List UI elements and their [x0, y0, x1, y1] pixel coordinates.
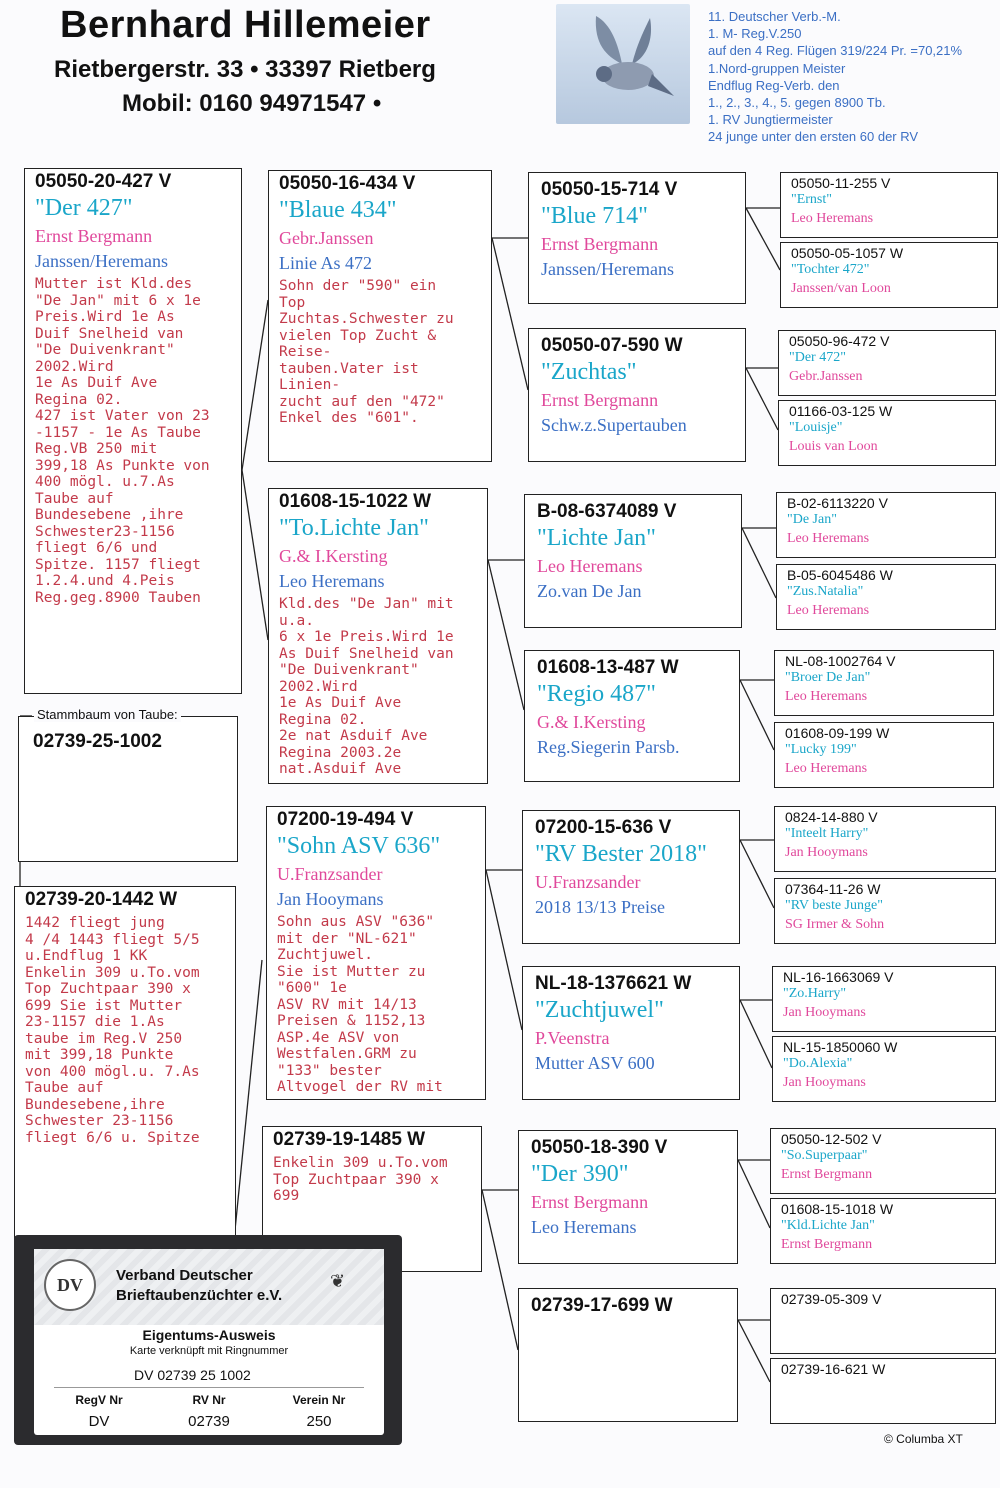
breeder: G.& I.Kersting: [279, 546, 388, 566]
pigeon-name: "Zuchtas": [541, 359, 637, 385]
ring-number: 05050-15-714 V: [541, 179, 678, 200]
card-face: [34, 1249, 384, 1435]
pigeon-name: "De Jan": [787, 512, 837, 527]
pedigree-note: 1442 fliegt jung 4 /4 1443 fliegt 5/5 u.Endflug 1 KK Enkelin 309 u.To.vom Top Zuchtpaar 390 x 699 Sie ist Mutter 23-1157 die 1.As taube im Reg.V 250 mit 399,18 Punkte von 400 mögl.u. 7.As Taube auf Bundesebene,ihre Schwester 23-1156 fliegt 6/6 u. Spitze: [25, 915, 200, 1146]
breeder: Ernst Bergmann: [781, 1167, 873, 1182]
pigeon-name: "Blaue 434": [279, 197, 397, 223]
gen4-box: [778, 330, 996, 396]
bloodline: Jan Hooymans: [277, 889, 384, 909]
breeder: SG Irmer & Sohn: [785, 917, 885, 932]
gen3-box: [518, 1288, 738, 1422]
ring-number: 05050-18-390 V: [531, 1137, 668, 1158]
breeder: Ernst Bergmann: [781, 1237, 873, 1252]
ring-number: NL-18-1376621 W: [535, 973, 692, 994]
gen4-box: [770, 1288, 996, 1354]
ring-number: 07200-15-636 V: [535, 817, 672, 838]
bloodline: Leo Heremans: [279, 571, 385, 591]
gen4-box: [770, 1128, 996, 1194]
card-val-rv: 02739: [188, 1413, 230, 1430]
breeder: U.Franzsander: [535, 872, 641, 892]
achievement: auf den 4 Reg. Flügen 319/224 Pr. =70,21%: [708, 43, 963, 59]
ring-number: NL-08-1002764 V: [785, 653, 896, 669]
ring-number: 02739-20-1442 W: [25, 889, 178, 910]
ring-number: 02739-05-309 V: [781, 1291, 882, 1307]
verband-logo: DV: [44, 1259, 96, 1311]
gen3-box: [524, 650, 740, 782]
pigeon-name: "To.Lichte Jan": [279, 515, 429, 541]
pigeon-name: "Der 472": [789, 350, 846, 365]
achievement: Endflug Reg-Verb. den: [708, 77, 840, 93]
breeder: U.Franzsander: [277, 864, 383, 884]
gen3-box: [528, 172, 746, 304]
gen4-box: [772, 1036, 996, 1102]
pigeon-icon: [556, 4, 690, 124]
bloodline: Janssen/Heremans: [541, 259, 674, 279]
pedigree-note: Enkelin 309 u.To.vom Top Zuchtpaar 390 x 699: [273, 1155, 448, 1204]
gen4-box: [776, 564, 996, 630]
gen4-box: [774, 722, 994, 788]
card-title-line1: Verband Deutscher: [116, 1267, 253, 1284]
breeder: Leo Heremans: [787, 603, 870, 618]
bloodline: Reg.Siegerin Parsb.: [537, 737, 680, 757]
gen4-box: [774, 650, 994, 716]
bloodline: Schw.z.Supertauben: [541, 415, 687, 435]
ownership-card: [14, 1235, 402, 1445]
gen4-box: [780, 242, 998, 308]
breeder: Leo Heremans: [787, 531, 870, 546]
breeder: Jan Hooymans: [783, 1075, 866, 1090]
bloodline: Janssen/Heremans: [35, 251, 168, 271]
copyright: © Columba XT: [884, 1432, 963, 1446]
breeder: Leo Heremans: [785, 761, 868, 776]
sire-box: [24, 168, 242, 694]
subject-box: [18, 716, 238, 862]
gen4-box: [778, 400, 996, 466]
gen3-box: [522, 966, 740, 1100]
breeder: Ernst Bergmann: [541, 390, 659, 410]
pigeon-name: "Tochter 472": [791, 262, 870, 277]
pedigree-note: Kld.des "De Jan" mit u.a. 6 x 1e Preis.Wird 1e As Duif Snelheid van "De Duivenkrant" 2002.Wird 1e As Duif Ave Regina 02. 2e nat Asduif Ave Regina 2003.2e nat.Asduif Ave: [279, 596, 454, 777]
ring-number: B-02-6113220 V: [787, 495, 888, 511]
subject-ring: 02739-25-1002: [33, 731, 162, 752]
pigeon-name: "Blue 714": [541, 203, 648, 229]
card-col-regv: RegV Nr: [75, 1393, 123, 1407]
breeder: Louis van Loon: [789, 439, 878, 454]
gen4-box: [780, 172, 998, 238]
breeder: Leo Heremans: [791, 211, 874, 226]
pigeon-name: "RV Bester 2018": [535, 841, 707, 867]
ring-number: 02739-16-621 W: [781, 1361, 886, 1377]
gen4-box: [770, 1198, 996, 1264]
breeder: Jan Hooymans: [785, 845, 868, 860]
gen4-box: [772, 966, 996, 1032]
gen4-box: [774, 878, 996, 944]
pigeon-name: "Lucky 199": [785, 742, 857, 757]
ring-number: 01608-15-1022 W: [279, 491, 432, 512]
pigeon-name: "So.Superpaar": [781, 1148, 868, 1163]
pedigree-note: Mutter ist Kld.des "De Jan" mit 6 x 1e Preis.Wird 1e As Duif Snelheid van "De Duivenkrant" 2002.Wird 1e As Duif Ave Regina 02. 427 ist Vater von 23 -1157 - 1e As Taube Reg.VB 250 mit 399,18 As Punkte von 400 mögl. u.7.As Taube auf Bundesebene ,ihre Schwester23-1156 fliegt 6/6 und Spitze. 1157 fliegt 1.2.4.und 4.Peis Reg.geg.8900 Tauben: [35, 276, 210, 606]
ring-number: 05050-05-1057 W: [791, 245, 904, 261]
ring-number: 0824-14-880 V: [785, 809, 878, 825]
achievement: 1. RV Jungtiermeister: [708, 112, 833, 128]
ring-number: 05050-16-434 V: [279, 173, 416, 194]
breeder: Ernst Bergmann: [35, 226, 153, 246]
pedigree-note: Sohn aus ASV "636" mit der "NL-621" Zuchtjuwel. Sie ist Mutter zu "600" 1e ASV RV mit 14/13 Preisen & 1152,13 ASP.4e ASV von Westfalen.GRM zu "133" bester Altvogel der RV mit: [277, 914, 443, 1095]
gen2-box: [266, 806, 486, 1100]
gen4-box: [770, 1358, 996, 1424]
bloodline: Leo Heremans: [531, 1217, 637, 1237]
ring-number: B-08-6374089 V: [537, 501, 677, 522]
ring-number: 05050-07-590 W: [541, 335, 683, 356]
gen2-box: [268, 170, 492, 462]
card-col-rv: RV Nr: [192, 1393, 226, 1407]
bloodline: Linie As 472: [279, 253, 372, 273]
breeder: Leo Heremans: [785, 689, 868, 704]
achievement: 24 junge unter den ersten 60 der RV: [708, 129, 919, 145]
card-col-verein: Verein Nr: [292, 1393, 346, 1407]
pigeon-name: "Do.Alexia": [783, 1056, 853, 1071]
card-karte: Karte verknüpft mit Ringnummer: [129, 1345, 289, 1357]
bloodline: Mutter ASV 600: [535, 1053, 655, 1073]
bird-icon: ❦: [330, 1271, 346, 1291]
card-divider: [54, 1387, 364, 1388]
breeder-name: Bernhard Hillemeier: [60, 4, 431, 46]
gen3-box: [522, 810, 740, 944]
pigeon-name: "Lichte Jan": [537, 525, 656, 551]
pigeon-name: "Zuchtjuwel": [535, 997, 664, 1023]
ring-number: 05050-20-427 V: [35, 171, 172, 192]
ring-number: 01608-13-487 W: [537, 657, 679, 678]
achievement: 1. M- Reg.V.250: [708, 26, 802, 42]
ring-number: 01166-03-125 W: [789, 403, 893, 419]
ring-number: NL-15-1850060 W: [783, 1039, 898, 1055]
breeder: Janssen/van Loon: [791, 281, 891, 296]
pigeon-name: "Zo.Harry": [783, 986, 847, 1001]
pigeon-name: "Kld.Lichte Jan": [781, 1218, 875, 1233]
breeder-mobil: Mobil: 0160 94971547 •: [122, 90, 382, 117]
breeder-address: Rietbergerstr. 33 • 33397 Rietberg: [54, 56, 436, 83]
breeder: Leo Heremans: [537, 556, 643, 576]
ring-number: 02739-17-699 W: [531, 1295, 673, 1316]
pigeon-name: "RV beste Junge": [785, 898, 883, 913]
card-title-line2: Brieftaubenzüchter e.V.: [116, 1287, 283, 1304]
gen2-box: [268, 488, 488, 784]
achievement: 11. Deutscher Verb.-M.: [708, 9, 841, 24]
pigeon-name: "Der 427": [35, 195, 133, 221]
ring-number: 02739-19-1485 W: [273, 1129, 426, 1150]
breeder: Jan Hooymans: [783, 1005, 866, 1020]
ring-number: 07200-19-494 V: [277, 809, 414, 830]
gen3-box: [528, 328, 746, 462]
ring-number: NL-16-1663069 V: [783, 969, 894, 985]
pedigree-note: Sohn der "590" ein Top Zuchtas.Schwester zu vielen Top Zucht & Reise- tauben.Vater ist Linien- zucht auf den "472" Enkel des "601".: [279, 278, 454, 426]
card-val-regv: DV: [88, 1413, 110, 1430]
card-ring-number: DV 02739 25 1002: [134, 1367, 251, 1383]
ring-number: B-05-6045486 W: [787, 567, 893, 583]
pigeon-photo: [556, 4, 690, 124]
gen4-box: [774, 806, 996, 872]
ring-number: 01608-09-199 W: [785, 725, 890, 741]
card-val-verein: 250: [306, 1413, 332, 1430]
card-eigentum: Eigentums-Ausweis: [142, 1327, 276, 1343]
breeder: Gebr.Janssen: [789, 369, 863, 384]
ring-number: 07364-11-26 W: [785, 881, 881, 897]
pigeon-name: "Zus.Natalia": [787, 584, 864, 599]
achievement: 1., 2., 3., 4., 5. gegen 8900 Tb.: [708, 95, 886, 111]
pigeon-name: "Regio 487": [537, 681, 656, 707]
breeder: G.& I.Kersting: [537, 712, 646, 732]
ring-number: 05050-11-255 V: [791, 175, 891, 191]
gen3-box: [524, 494, 742, 628]
gen4-box: [776, 492, 996, 558]
pigeon-name: "Sohn ASV 636": [277, 833, 441, 859]
breeder: Ernst Bergmann: [541, 234, 659, 254]
pigeon-name: "Broer De Jan": [785, 670, 871, 685]
ring-number: 05050-12-502 V: [781, 1131, 882, 1147]
breeder: Gebr.Janssen: [279, 228, 374, 248]
pigeon-name: "Inteelt Harry": [785, 826, 869, 841]
achievement: 1.Nord-gruppen Meister: [708, 60, 846, 76]
stammbaum-label: Stammbaum von Taube:: [34, 707, 181, 722]
pigeon-name: "Der 390": [531, 1161, 629, 1187]
pigeon-name: "Ernst": [791, 192, 832, 207]
bloodline: Zo.van De Jan: [537, 581, 642, 601]
breeder: P.Veenstra: [535, 1028, 610, 1048]
achievements-list: [708, 8, 962, 146]
gen3-box: [518, 1130, 738, 1264]
breeder: Ernst Bergmann: [531, 1192, 649, 1212]
bloodline: 2018 13/13 Preise: [535, 897, 665, 917]
ring-number: 05050-96-472 V: [789, 333, 890, 349]
ring-number: 01608-15-1018 W: [781, 1201, 894, 1217]
pigeon-name: "Louisje": [789, 420, 843, 435]
